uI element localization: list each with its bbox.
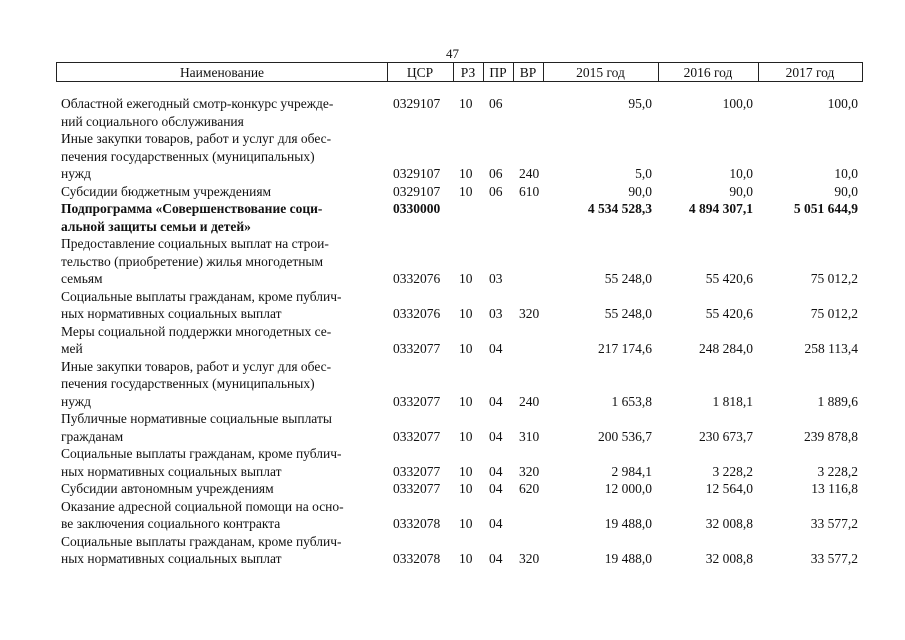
row-csr: 0329107	[393, 183, 441, 199]
row-value-2017: 13 116,8	[811, 481, 858, 496]
row-pr: 06	[489, 166, 503, 181]
row-value-2017: 100,0	[827, 96, 858, 111]
row-vr: 320	[519, 306, 540, 321]
row-value-2017: 1 889,6	[817, 393, 858, 409]
row-value-2016: 10,0	[729, 166, 753, 181]
row-csr: 0332076	[393, 306, 441, 321]
row-value-2016: 230 673,7	[699, 428, 753, 444]
row-name	[61, 498, 383, 533]
row-name-line: ных нормативных социальных выплат	[61, 551, 282, 566]
row-name-line: ных нормативных социальных выплат	[61, 463, 282, 479]
row-name-line: семьям	[61, 271, 103, 286]
row-value-2017: 258 113,4	[804, 341, 858, 356]
row-name-line: печения государственных (муниципальных)	[61, 376, 315, 391]
row-value-2015: 5,0	[635, 166, 652, 181]
table-row	[0, 323, 905, 358]
table-row	[0, 358, 905, 411]
row-csr: 0332077	[393, 428, 441, 444]
row-value-2015: 4 534 528,3	[587, 201, 652, 216]
table-row	[0, 498, 905, 533]
row-value-2017: 5 051 644,9	[793, 201, 858, 216]
row-name-line: Иные закупки товаров, работ и услуг для обес-	[61, 358, 332, 374]
row-value-2015: 95,0	[628, 96, 652, 111]
row-rz: 10	[459, 306, 473, 321]
table-row	[0, 445, 905, 480]
row-rz: 10	[459, 183, 473, 199]
row-name-line: ных нормативных социальных выплат	[61, 306, 282, 321]
row-csr: 0329107	[393, 96, 441, 111]
row-name	[61, 445, 383, 480]
row-csr: 0330000	[393, 201, 441, 216]
row-value-2017: 90,0	[834, 183, 858, 199]
row-value-2017: 239 878,8	[804, 428, 858, 444]
row-name	[61, 183, 383, 201]
table-row	[0, 95, 905, 130]
row-name	[61, 95, 383, 130]
row-value-2016: 3 228,2	[712, 463, 753, 479]
row-rz: 10	[459, 551, 473, 566]
table-row	[0, 183, 905, 201]
row-value-2015: 12 000,0	[604, 481, 652, 496]
header-2017: 2017 год	[785, 65, 835, 80]
row-csr: 0329107	[393, 166, 441, 181]
row-value-2017: 75 012,2	[810, 271, 858, 286]
row-name-line: Меры социальной поддержки многодетных се-	[61, 323, 332, 339]
row-value-2016: 1 818,1	[712, 393, 753, 409]
row-name	[61, 130, 383, 183]
row-rz: 10	[459, 393, 473, 409]
row-name-line: мей	[61, 341, 83, 356]
row-value-2016: 32 008,8	[705, 551, 753, 566]
header-name: Наименование	[179, 65, 265, 80]
row-rz: 10	[459, 341, 473, 356]
row-value-2016: 55 420,6	[705, 271, 753, 286]
row-name-line: Субсидии автономным учреждениям	[61, 481, 274, 496]
row-csr: 0332076	[393, 271, 441, 286]
row-name-line: нужд	[61, 393, 91, 409]
row-value-2015: 19 488,0	[604, 551, 652, 566]
row-pr: 04	[489, 393, 503, 409]
row-name-line: печения государственных (муниципальных)	[61, 148, 315, 164]
table-row	[0, 200, 905, 235]
header-vr: ВР	[519, 65, 537, 80]
row-name-line: тельство (приобретение) жилья многодетным	[61, 253, 324, 269]
row-csr: 0332077	[393, 463, 441, 479]
row-value-2015: 19 488,0	[604, 516, 652, 531]
row-name-line: Предоставление социальных выплат на строи-	[61, 236, 329, 251]
table-row	[0, 130, 905, 183]
row-name-line: ве заключения социального контракта	[61, 516, 281, 531]
row-name-line: Социальные выплаты гражданам, кроме публич-	[61, 533, 342, 549]
row-name	[61, 235, 383, 288]
row-rz: 10	[459, 516, 473, 531]
header-pr: ПР	[489, 65, 507, 80]
row-value-2017: 33 577,2	[810, 551, 858, 566]
row-value-2016: 12 564,0	[705, 481, 753, 496]
row-vr: 620	[519, 481, 540, 496]
row-csr: 0332078	[393, 551, 441, 566]
row-value-2016: 90,0	[729, 183, 753, 199]
row-value-2015: 1 653,8	[611, 393, 652, 409]
row-vr: 320	[519, 551, 540, 566]
table-row	[0, 288, 905, 323]
row-name-line: Оказание адресной социальной помощи на осно-	[61, 498, 344, 514]
row-pr: 04	[489, 481, 503, 496]
row-name-line: Областной ежегодный смотр-конкурс учрежде-	[61, 96, 334, 111]
row-vr: 320	[519, 463, 540, 479]
row-csr: 0332077	[393, 393, 441, 409]
row-value-2016: 248 284,0	[699, 341, 753, 356]
row-vr: 610	[519, 183, 540, 199]
row-name	[61, 410, 383, 445]
row-value-2016: 4 894 307,1	[688, 201, 753, 216]
table-header	[56, 62, 863, 82]
row-name-line: Социальные выплаты гражданам, кроме публич-	[61, 446, 342, 461]
row-value-2015: 217 174,6	[598, 341, 652, 356]
row-pr: 06	[489, 183, 503, 199]
row-csr: 0332077	[393, 341, 441, 356]
table-row	[0, 480, 905, 498]
row-rz: 10	[459, 463, 473, 479]
row-name-line: ний социального обслуживания	[61, 113, 244, 129]
row-value-2015: 2 984,1	[611, 463, 652, 479]
row-value-2017: 75 012,2	[810, 306, 858, 321]
row-pr: 04	[489, 516, 503, 531]
row-rz: 10	[459, 481, 473, 496]
row-value-2015: 90,0	[628, 183, 652, 199]
row-name-line: альной защиты семьи и детей»	[61, 218, 251, 234]
header-csr: ЦСР	[406, 65, 434, 80]
row-pr: 06	[489, 96, 503, 111]
row-name	[61, 533, 383, 568]
row-value-2016: 55 420,6	[705, 306, 753, 321]
row-name	[61, 323, 383, 358]
row-value-2017: 3 228,2	[817, 463, 858, 479]
row-name	[61, 358, 383, 411]
row-name-line: Субсидии бюджетным учреждениям	[61, 183, 272, 199]
row-name-line: нужд	[61, 166, 91, 181]
table-row	[0, 235, 905, 288]
row-pr: 03	[489, 271, 503, 286]
row-name	[61, 200, 383, 235]
row-value-2016: 100,0	[722, 96, 753, 111]
row-name-line: Социальные выплаты гражданам, кроме публич-	[61, 288, 342, 304]
table-row	[0, 410, 905, 445]
row-name-line: Подпрограмма «Совершенствование соци-	[61, 201, 323, 216]
row-rz: 10	[459, 271, 473, 286]
row-csr: 0332078	[393, 516, 441, 531]
row-vr: 240	[519, 393, 540, 409]
row-value-2016: 32 008,8	[705, 516, 753, 531]
row-value-2015: 200 536,7	[598, 428, 652, 444]
row-csr: 0332077	[393, 481, 441, 496]
table-row	[0, 533, 905, 568]
row-rz: 10	[459, 428, 473, 444]
header-2015: 2015 год	[576, 65, 625, 80]
row-value-2015: 55 248,0	[604, 306, 652, 321]
row-value-2017: 33 577,2	[810, 516, 858, 531]
row-value-2015: 55 248,0	[604, 271, 652, 286]
row-pr: 04	[489, 341, 503, 356]
row-rz: 10	[459, 166, 473, 181]
header-rz: РЗ	[460, 65, 476, 80]
row-name	[61, 288, 383, 323]
row-vr: 310	[519, 428, 540, 444]
row-name-line: гражданам	[61, 428, 124, 444]
row-pr: 04	[489, 463, 503, 479]
header-2016: 2016 год	[683, 65, 733, 80]
row-pr: 04	[489, 428, 503, 444]
row-rz: 10	[459, 96, 473, 111]
row-name	[61, 480, 383, 498]
page-number: 47	[446, 46, 459, 61]
row-pr: 04	[489, 551, 503, 566]
row-name-line: Публичные нормативные социальные выплаты	[61, 411, 332, 426]
row-name-line: Иные закупки товаров, работ и услуг для обес-	[61, 131, 332, 146]
row-vr: 240	[519, 166, 540, 181]
row-value-2017: 10,0	[834, 166, 858, 181]
row-pr: 03	[489, 306, 503, 321]
